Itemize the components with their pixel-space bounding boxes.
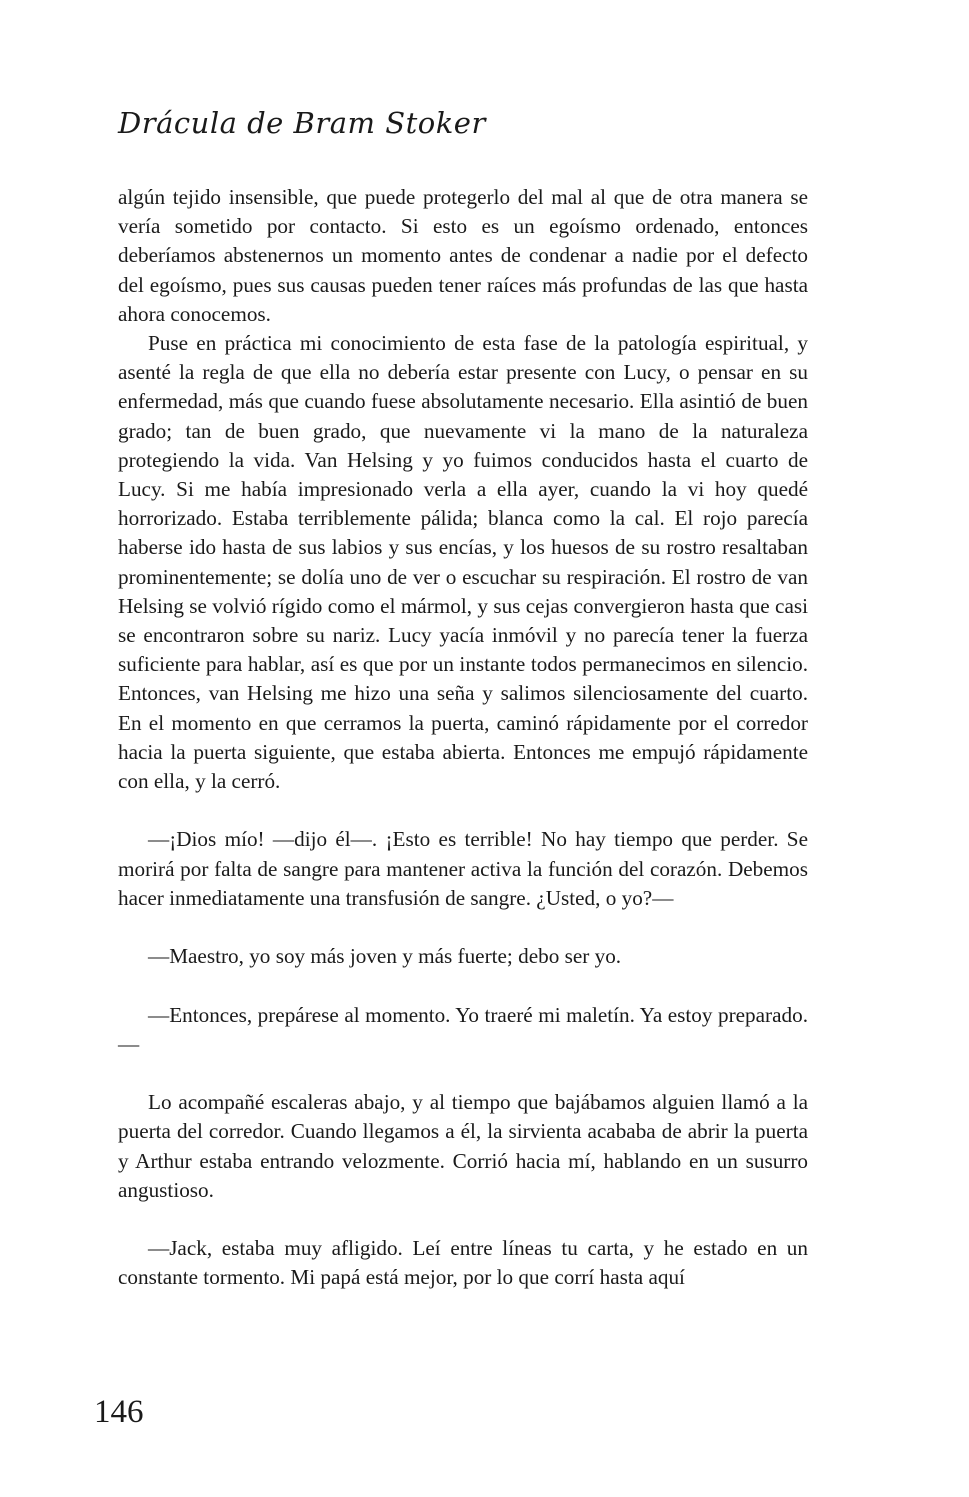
page-number: 146	[94, 1394, 144, 1430]
body-text	[118, 183, 808, 1293]
paragraph-6: Lo acompañé escaleras abajo, y al tiempo que bajábamos alguien llamó a la puerta del corredor. Cuando llegamos a él, la sirvienta acababa de abrir la puerta y Arthur estaba entrando velozmente. Corrió hacia mí, hablando en un susurro angustioso.	[118, 1090, 808, 1202]
paragraph-7: —Jack, estaba muy afligido. Leí entre líneas tu carta, y he estado en un constante tormento. Mi papá está mejor, por lo que corrí hasta aquí	[118, 1236, 808, 1290]
paragraph-5: —Entonces, prepárese al momento. Yo traeré mi maletín. Ya estoy preparado.—	[118, 1002, 808, 1056]
running-header-title: Drácula de Bram Stoker	[118, 106, 486, 140]
paragraph-1: algún tejido insensible, que puede protegerlo del mal al que de otra manera se vería sometido por contacto. Si esto es un egoísmo ordenado, entonces deberíamos abstenernos un momento antes de condenar a nadie por el defecto del egoísmo, pues sus causas pueden tener raíces más profundas de las que hasta ahora conocemos.	[118, 185, 808, 326]
paragraph-3: —¡Dios mío! —dijo él—. ¡Esto es terrible! No hay tiempo que perder. Se morirá por falta de sangre para mantener activa la función del corazón. Debemos hacer inmediatamente una transfusión de sangre. ¿Usted, o yo?—	[118, 827, 808, 910]
paragraph-2: Puse en práctica mi conocimiento de esta fase de la patología espiritual, y asenté la regla de que ella no debería estar presente con Lucy, o pensar en su enfermedad, más que cuando fuese absolutamente necesario. Ella asintió de buen grado; tan de buen grado, que nuevamente vi la mano de la naturaleza protegiendo la vida. Van Helsing y yo fuimos conducidos hasta el cuarto de Lucy. Si me había impresionado verla a ella ayer, cuando la vi hoy quedé horrorizado. Estaba terriblemente pálida; blanca como la cal. El rojo parecía haberse ido hasta de sus labios y sus encías, y los huesos de su rostro resaltaban prominentemente; se dolía uno de ver o escuchar su respiración. El rostro de van Helsing se volvió rígido como el mármol, y sus cejas convergieron hasta que casi se encontraron sobre su nariz. Lucy yacía inmóvil y no parecía tener la fuerza suficiente para hablar, así es que por un instante todos permanecimos en silencio. Entonces, van Helsing me hizo una seña y salimos silenciosamente del cuarto. En el momento en que cerramos la puerta, caminó rápidamente por el corredor hacia la puerta siguiente, que estaba abierta. Entonces me empujó rápidamente con ella, y la cerró.	[118, 331, 808, 794]
paragraph-4: —Maestro, yo soy más joven y más fuerte; debo ser yo.	[148, 944, 622, 969]
